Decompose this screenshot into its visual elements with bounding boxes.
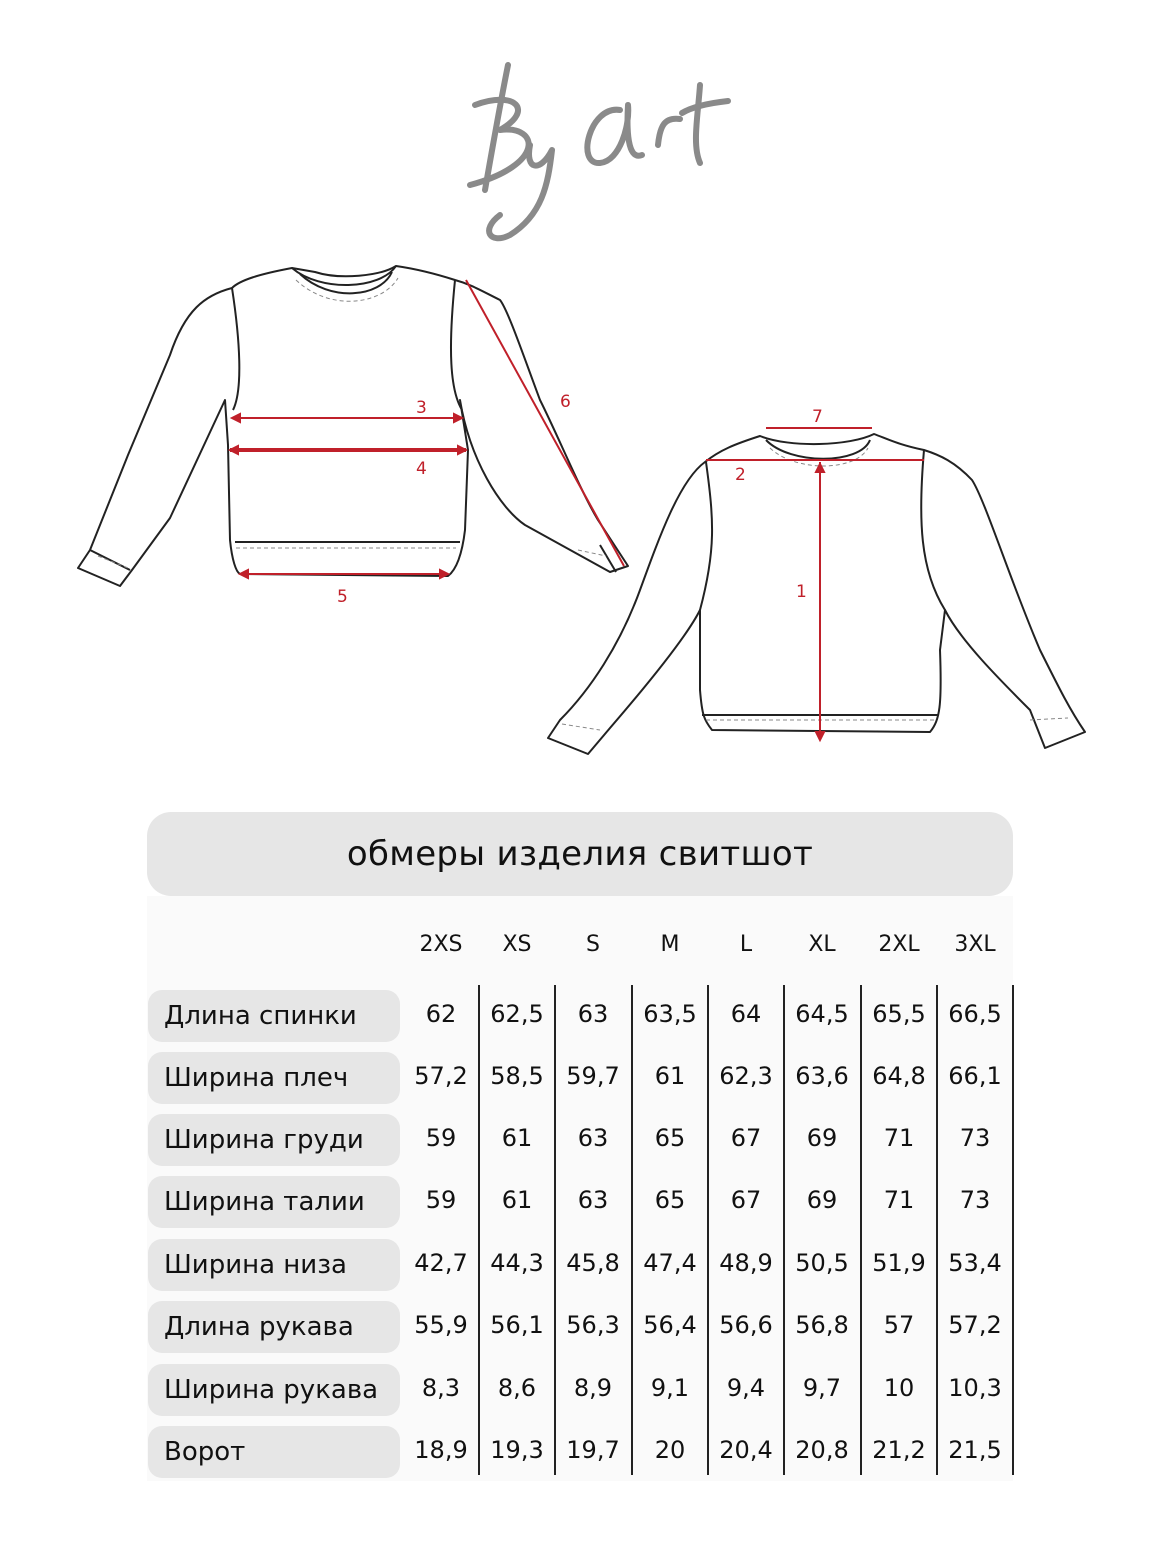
table-cell: 21,5: [948, 1436, 1002, 1464]
table-cell: 63,6: [795, 1062, 849, 1090]
table-cell: 69: [806, 1124, 838, 1152]
size-header: L: [739, 932, 753, 957]
measure-label-5: 5: [337, 587, 348, 607]
table-cell: 73: [959, 1186, 991, 1214]
table-cell: 57,2: [948, 1311, 1002, 1339]
table-cell: 63: [577, 1124, 609, 1152]
row-label: Ворот: [148, 1426, 400, 1478]
front-sweatshirt-outline: [78, 266, 628, 586]
table-cell: 65,5: [872, 1000, 926, 1028]
table-cell: 65: [654, 1124, 686, 1152]
table-cell: 57,2: [414, 1062, 468, 1090]
measure-label-6: 6: [560, 392, 571, 412]
size-header: 2XL: [878, 932, 920, 957]
table-cell: 20: [654, 1436, 686, 1464]
table-cell: 69: [806, 1186, 838, 1214]
table-cell: 45,8: [566, 1249, 620, 1277]
table-cell: 9,7: [802, 1374, 842, 1402]
table-cell: 56,3: [566, 1311, 620, 1339]
table-cell: 56,1: [490, 1311, 544, 1339]
table-cell: 20,8: [795, 1436, 849, 1464]
table-cell: 55,9: [414, 1311, 468, 1339]
size-header: XS: [502, 932, 532, 957]
table-cell: 50,5: [795, 1249, 849, 1277]
table-cell: 61: [654, 1062, 686, 1090]
table-cell: 9,1: [650, 1374, 690, 1402]
table-cell: 19,7: [566, 1436, 620, 1464]
table-cell: 56,6: [719, 1311, 773, 1339]
table-cell: 8,6: [497, 1374, 537, 1402]
table-cell: 71: [883, 1186, 915, 1214]
table-cell: 10: [883, 1374, 915, 1402]
table-cell: 64,8: [872, 1062, 926, 1090]
table-cell: 61: [501, 1186, 533, 1214]
size-header: 2XS: [419, 932, 463, 957]
table-cell: 44,3: [490, 1249, 544, 1277]
row-label: Ширина рукава: [148, 1364, 400, 1416]
table-cell: 53,4: [948, 1249, 1002, 1277]
measure-label-3: 3: [416, 398, 427, 418]
size-header: S: [586, 932, 600, 957]
table-cell: 51,9: [872, 1249, 926, 1277]
table-cell: 66,5: [948, 1000, 1002, 1028]
table-cell: 59: [425, 1186, 457, 1214]
table-cell: 63,5: [643, 1000, 697, 1028]
table-cell: 63: [577, 1186, 609, 1214]
size-header: M: [660, 932, 680, 957]
table-cell: 61: [501, 1124, 533, 1152]
table-cell: 9,4: [726, 1374, 766, 1402]
table-cell: 8,9: [573, 1374, 613, 1402]
table-cell: 62: [425, 1000, 457, 1028]
row-label: Ширина плеч: [148, 1052, 400, 1104]
measure-label-7: 7: [812, 407, 823, 427]
table-cell: 20,4: [719, 1436, 773, 1464]
size-header: 3XL: [954, 932, 996, 957]
table-title: обмеры изделия свитшот: [147, 812, 1013, 896]
table-cell: 59: [425, 1124, 457, 1152]
table-cell: 57: [883, 1311, 915, 1339]
table-cell: 63: [577, 1000, 609, 1028]
table-cell: 10,3: [948, 1374, 1002, 1402]
table-cell: 48,9: [719, 1249, 773, 1277]
table-cell: 67: [730, 1124, 762, 1152]
table-cell: 65: [654, 1186, 686, 1214]
table-cell: 64: [730, 1000, 762, 1028]
sweatshirt-diagram: [0, 250, 1160, 770]
table-cell: 58,5: [490, 1062, 544, 1090]
table-cell: 66,1: [948, 1062, 1002, 1090]
table-cell: 59,7: [566, 1062, 620, 1090]
table-cell: 71: [883, 1124, 915, 1152]
table-cell: 62,3: [719, 1062, 773, 1090]
table-cell: 18,9: [414, 1436, 468, 1464]
size-header: XL: [808, 932, 836, 957]
table-cell: 8,3: [421, 1374, 461, 1402]
row-label: Ширина низа: [148, 1239, 400, 1291]
row-label: Длина спинки: [148, 990, 400, 1042]
measure-label-2: 2: [735, 465, 746, 485]
table-cell: 21,2: [872, 1436, 926, 1464]
row-label: Ширина талии: [148, 1176, 400, 1228]
measure-label-4: 4: [416, 459, 427, 479]
back-sweatshirt-outline: [548, 434, 1085, 754]
table-cell: 73: [959, 1124, 991, 1152]
table-cell: 56,8: [795, 1311, 849, 1339]
table-cell: 42,7: [414, 1249, 468, 1277]
row-label: Длина рукава: [148, 1301, 400, 1353]
table-cell: 64,5: [795, 1000, 849, 1028]
table-cell: 19,3: [490, 1436, 544, 1464]
table-cell: 62,5: [490, 1000, 544, 1028]
table-cell: 47,4: [643, 1249, 697, 1277]
table-cell: 67: [730, 1186, 762, 1214]
measure-label-1: 1: [796, 582, 807, 602]
byart-logo: [430, 55, 750, 255]
table-cell: 56,4: [643, 1311, 697, 1339]
row-label: Ширина груди: [148, 1114, 400, 1166]
